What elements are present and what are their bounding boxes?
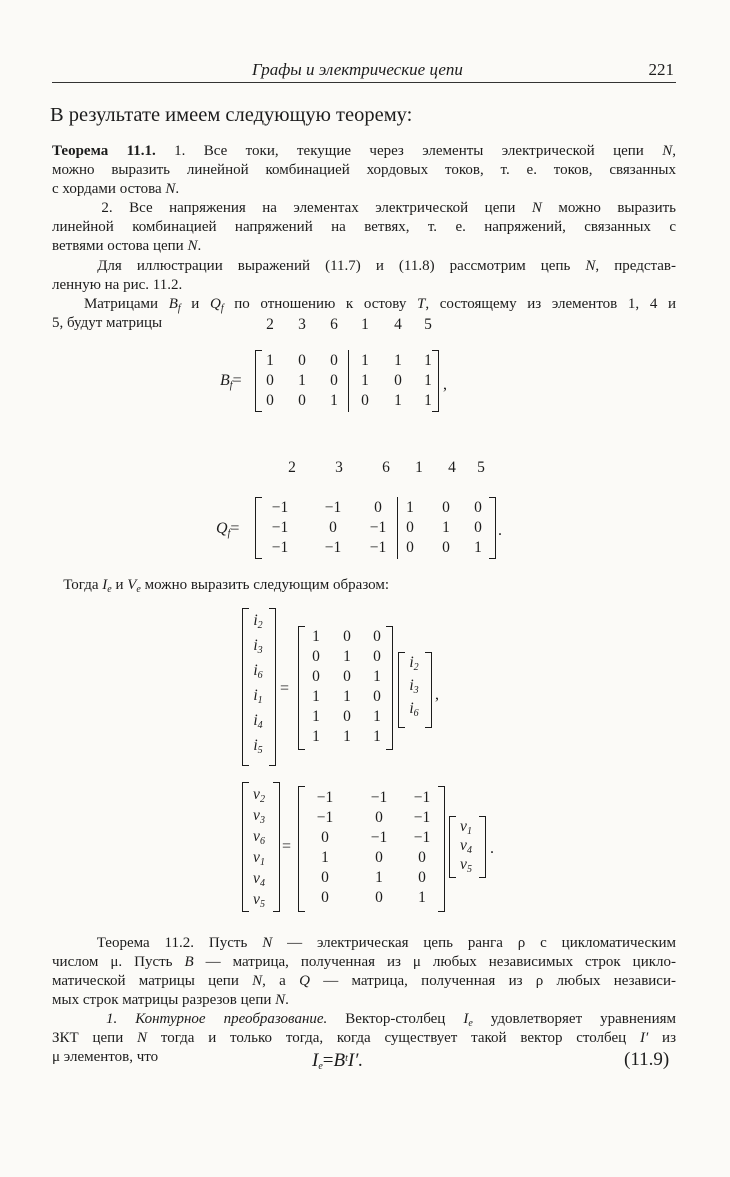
qf-cell: 0 [474,519,482,536]
current-matrix-cell: 0 [312,668,320,685]
current-matrix-cell: 1 [373,708,381,725]
voltage-rhs-entry: $v_4$ [460,837,472,856]
qf-col-header: 6 [382,459,390,476]
theorem-11-2-line-4: мых строк матрицы разрезов цепи N. [52,992,289,1008]
current-matrix-cell: 1 [343,648,351,665]
voltage-equals: = [282,838,292,855]
bf-cell: 1 [298,372,306,389]
bf-cell: 1 [330,392,338,409]
illustration-line-4: 5, будут матрицы [52,315,163,331]
then-line: Тогда $I_e$ и $V_e$ можно выразить следующим образом: [63,577,390,595]
voltage-matrix-cell: 0 [321,889,329,906]
bf-cell: 0 [266,392,274,409]
current-matrix-cell: 1 [312,628,320,645]
bf-cell: 1 [361,372,369,389]
bf-label: $B_f=$ [220,372,242,391]
qf-cell: 1 [406,499,414,516]
voltage-matrix-cell: −1 [370,829,388,846]
theorem-11-2-line-7: μ элементов, что [52,1049,159,1065]
bf-col-header: 4 [394,316,402,333]
illustration-line-2: ленную на рис. 11.2. [52,277,183,293]
voltage-lhs-entry: $v_1$ [253,849,265,868]
current-matrix-cell: 0 [343,628,351,645]
item-2-line-1: 2. Все напряжения на элементах электрической цепи N можно выразить [101,200,676,216]
current-rhs-entry: $i_2$ [409,654,419,673]
qf-col-header: 2 [288,459,296,476]
bf-cell: 1 [361,352,369,369]
voltage-matrix-cell: 0 [321,869,329,886]
voltage-matrix-cell: 0 [418,869,426,886]
current-matrix-cell: 0 [373,628,381,645]
qf-cell: 0 [374,499,382,516]
voltage-matrix-cell: −1 [316,789,334,806]
qf-cell: 0 [442,499,450,516]
voltage-matrix-cell: 1 [375,869,383,886]
qf-cell: 0 [406,539,414,556]
voltage-matrix-right-bracket [438,786,445,912]
current-trailing-comma: , [435,686,439,703]
theorem-11-1 [52,142,676,199]
voltage-matrix-left-bracket [298,786,305,912]
bf-cell: 1 [394,392,402,409]
voltage-lhs-entry: $v_2$ [253,786,265,805]
qf-cell: 0 [474,499,482,516]
bf-cell: 0 [361,392,369,409]
then-sentence [52,576,676,595]
current-equals: = [280,680,290,697]
current-matrix-cell: 1 [343,688,351,705]
theorem-11-2-line-5: 1. Контурное преобразование. Вектор-столбец $I_e$ удовлетворяет уравнениям [105,1011,677,1029]
qf-col-header: 4 [448,459,456,476]
qf-cell: 1 [442,519,450,536]
current-matrix-cell: 1 [373,668,381,685]
current-rhs-entry: $i_6$ [409,700,419,719]
bf-col-header: 1 [361,316,369,333]
current-lhs-entry: $i_2$ [253,612,263,631]
voltage-rhs-entry: $v_1$ [460,818,472,837]
theorem-11-1-item-2 [52,199,676,256]
theorem-11-2-line-3: матической матрицы цепи N, а Q — матрица, полученная из ρ любых независи- [52,973,676,989]
current-lhs-entry: $i_3$ [253,637,263,656]
current-matrix-cell: 1 [312,728,320,745]
bf-col-header: 6 [330,316,338,333]
bf-cell: 1 [424,372,432,389]
theorem-11-2-line-1: Теорема 11.2. Пусть N — электрическая цепь ранга ρ с цикломатическим [96,935,677,951]
qf-cell: 0 [329,519,337,536]
theorem-11-1-line-2: можно выразить линейной комбинацией хордовых токов, т. е. токов, связанных [52,162,676,178]
running-head [52,60,676,83]
bf-cell: 1 [424,392,432,409]
current-lhs-entry: $i_1$ [253,687,263,706]
qf-trailing-period: . [498,522,502,539]
voltage-matrix-cell: −1 [413,809,431,826]
voltage-matrix-cell: 0 [418,849,426,866]
qf-col-header: 3 [335,459,343,476]
illustration-line-1: Для иллюстрации выражений (11.7) и (11.8) рассмотрим цепь N, представ- [97,258,676,274]
bf-cell: 0 [266,372,274,389]
bf-cell: 0 [298,352,306,369]
current-lhs-entry: $i_6$ [253,662,263,681]
item-2-line-3: ветвями остова цепи N. [52,238,202,254]
bf-cell: 1 [266,352,274,369]
voltage-matrix-cell: 0 [375,809,383,826]
current-matrix-cell: 0 [343,668,351,685]
formula-11-9: $I_e=B^tI'$. [312,1050,364,1072]
qf-label: $Q_f=$ [216,520,240,539]
voltage-lhs-entry: $v_5$ [253,891,265,910]
qf-cell: −1 [324,499,342,516]
qf-cell: −1 [271,519,289,536]
current-matrix-cell: 1 [312,708,320,725]
bf-cell: 0 [330,352,338,369]
voltage-lhs-entry: $v_4$ [253,870,265,889]
illustration-line-3: Матрицами $B_f$ и $Q_f$ по отношению к остову T, состоящему из элементов 1, 4 и [83,296,676,314]
bf-cell: 0 [298,392,306,409]
theorem-11-1-line-1: Теорема 11.1. 1. Все токи, текущие через элементы электрической цепи N, [52,143,676,159]
voltage-matrix-cell: 1 [321,849,329,866]
running-head-title: Графы и электрические цепи [252,60,463,79]
qf-col-header: 1 [415,459,423,476]
theorem-11-2-line-2: числом μ. Пусть B — матрица, полученная из μ любых независимых строк цикло- [52,954,676,970]
voltage-matrix-cell: −1 [413,789,431,806]
bf-trailing-comma: , [443,376,447,393]
bf-col-header: 2 [266,316,274,333]
bf-col-header: 5 [424,316,432,333]
current-matrix-cell: 0 [373,688,381,705]
voltage-rhs-entry: $v_5$ [460,856,472,875]
theorem-11-2-line-6: ЗКТ цепи N тогда и только тогда, когда существует такой вектор столбец I′ из [52,1030,677,1046]
current-matrix-cell: 0 [312,648,320,665]
qf-cell: −1 [324,539,342,556]
theorem-11-1-line-3: с хордами остова N. [52,181,180,197]
voltage-lhs-entry: $v_6$ [253,828,265,847]
qf-cell: −1 [271,499,289,516]
current-matrix-cell: 1 [373,728,381,745]
qf-col-header: 5 [477,459,485,476]
theorem-11-2 [52,934,676,1067]
page-number: 221 [648,60,674,79]
bf-cell: 1 [424,352,432,369]
voltage-lhs-right-bracket [273,782,280,912]
qf-cell: −1 [271,539,289,556]
current-matrix-cell: 0 [373,648,381,665]
current-lhs-entry: $i_4$ [253,712,263,731]
current-lhs-entry: $i_5$ [253,737,263,756]
current-rhs-entry: $i_3$ [409,677,419,696]
voltage-trailing-period: . [490,840,494,857]
qf-cell: −1 [369,539,387,556]
bf-cell: 0 [394,372,402,389]
equation-number: (11.9) [624,1049,670,1070]
qf-cell: −1 [369,519,387,536]
current-matrix-cell: 0 [343,708,351,725]
voltage-matrix-cell: 0 [321,829,329,846]
qf-cell: 1 [474,539,482,556]
bf-cell: 1 [394,352,402,369]
voltage-matrix-cell: −1 [370,789,388,806]
voltage-matrix-cell: 0 [375,889,383,906]
section-heading: В результате имеем следующую теорему: [50,104,413,126]
bf-cell: 0 [330,372,338,389]
bf-col-header: 3 [298,316,306,333]
qf-left-bracket [255,497,262,559]
voltage-matrix-cell: 1 [418,889,426,906]
item-2-line-2: линейной комбинацией напряжений на ветвях, т. е. напряжений, связанных с [52,219,676,235]
qf-cell: 0 [406,519,414,536]
voltage-matrix-cell: 0 [375,849,383,866]
current-matrix-cell: 1 [343,728,351,745]
current-matrix-cell: 1 [312,688,320,705]
voltage-matrix-cell: −1 [316,809,334,826]
qf-cell: 0 [442,539,450,556]
voltage-matrix-cell: −1 [413,829,431,846]
voltage-lhs-entry: $v_3$ [253,807,265,826]
